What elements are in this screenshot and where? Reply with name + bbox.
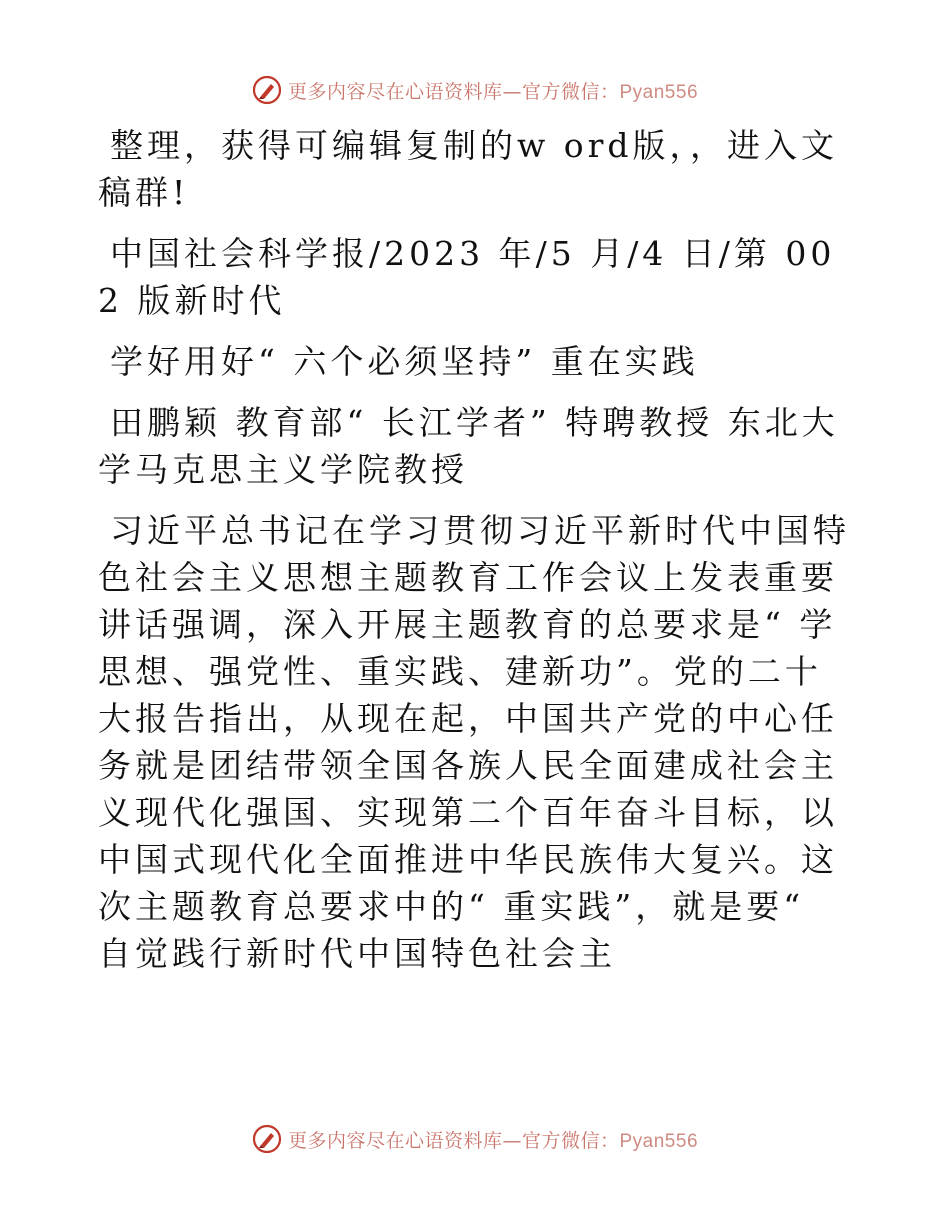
footer-watermark — [0, 1121, 950, 1157]
author-line: 田鹏颖 教育部“ 长江学者” 特聘教授 东北大学马克思主义学院教授 — [98, 403, 839, 489]
source-line: 中国社会科学报/2023 年/5 月/4 日/第 002 版新时代 — [98, 234, 836, 320]
pen-logo-icon — [252, 1124, 282, 1154]
header-watermark — [0, 72, 950, 108]
body-paragraph: 习近平总书记在学习贯彻习近平新时代中国特色社会主义思想主题教育工作会议上发表重要讲话强调，深入开展主题教育的总要求是“ 学思想、强党性、重实践、建新功”。党的二十大报告指出，从现在起，中国共产党的中心任务就是团结带领全国各族人民全面建成社会主义现代化强国、实现第二个百年奋斗目标，以中国式现代化全面推进中华民族伟大复兴。这次主题教育总要求中的“ 重实践”，就是要“ 自觉践行新时代中国特色社会主 — [98, 511, 850, 973]
note-paragraph: 整理，获得可编辑复制的w ord版，，进入文稿群! — [98, 126, 839, 212]
document-body — [98, 122, 850, 987]
pen-logo-icon — [252, 75, 282, 105]
watermark-text: 更多内容尽在心语资料库—官方微信：Pyan556 — [287, 1129, 699, 1152]
watermark-text: 更多内容尽在心语资料库—官方微信：Pyan556 — [287, 80, 699, 103]
article-title: 学好用好“ 六个必须坚持” 重在实践 — [110, 342, 699, 381]
